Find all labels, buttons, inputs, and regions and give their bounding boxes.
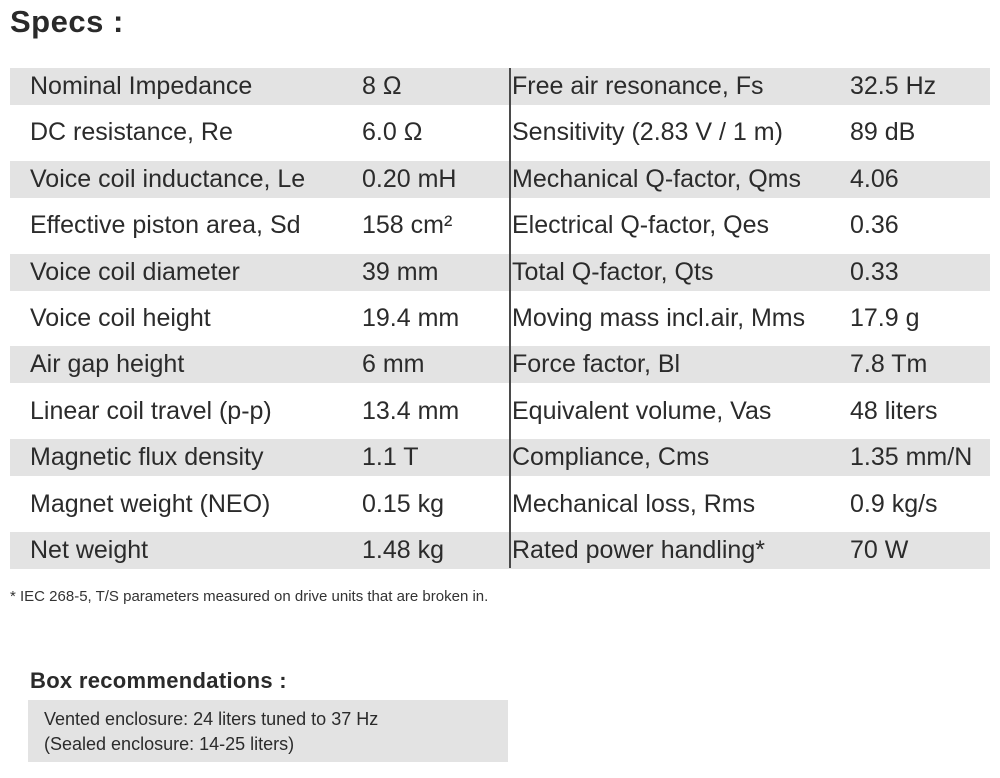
- spec-left-value: 158 cm²: [362, 211, 453, 239]
- spec-right-value: 0.36: [850, 211, 899, 239]
- spec-row: [10, 254, 990, 291]
- spec-left-label: Nominal Impedance: [30, 72, 253, 100]
- spec-right-value: 4.06: [850, 165, 899, 193]
- spec-right-value: 48 liters: [850, 397, 938, 425]
- spec-row: [10, 207, 990, 244]
- spec-right-label: Mechanical loss, Rms: [512, 490, 756, 518]
- spec-left-label: Net weight: [30, 536, 149, 564]
- spec-left-label: Effective piston area, Sd: [30, 211, 301, 239]
- footnote: * IEC 268-5, T/S parameters measured on drive units that are broken in.: [10, 588, 489, 605]
- spec-right-label: Total Q-factor, Qts: [512, 258, 714, 286]
- spec-right-value: 89 dB: [850, 118, 916, 146]
- spec-left-value: 19.4 mm: [362, 304, 460, 332]
- spec-left-value: 1.48 kg: [362, 536, 445, 564]
- spec-left-value: 6.0 Ω: [362, 118, 423, 146]
- spec-row: [10, 346, 990, 383]
- spec-left-label: Voice coil inductance, Le: [30, 165, 306, 193]
- spec-right-value: 17.9 g: [850, 304, 920, 332]
- spec-row: [10, 439, 990, 476]
- spec-right-label: Rated power handling*: [512, 536, 765, 564]
- spec-right-value: 0.9 kg/s: [850, 490, 938, 518]
- spec-right-label: Equivalent volume, Vas: [512, 397, 772, 425]
- spec-right-label: Sensitivity (2.83 V / 1 m): [512, 118, 783, 146]
- spec-left-value: 8 Ω: [362, 72, 402, 100]
- spec-right-value: 7.8 Tm: [850, 350, 928, 378]
- spec-right-label: Mechanical Q-factor, Qms: [512, 165, 801, 193]
- box-recommendation-sealed: (Sealed enclosure: 14-25 liters): [44, 734, 295, 754]
- box-recommendation-vented: Vented enclosure: 24 liters tuned to 37 Hz: [44, 709, 379, 729]
- spec-right-value: 32.5 Hz: [850, 72, 937, 100]
- column-divider: [509, 68, 511, 568]
- box-recommendations-title: Box recommendations :: [30, 668, 287, 693]
- specs-table: [10, 68, 990, 568]
- spec-right-value: 70 W: [850, 536, 909, 564]
- spec-right-value: 1.35 mm/N: [850, 443, 973, 471]
- spec-row: [10, 161, 990, 198]
- page-title: Specs :: [10, 4, 124, 39]
- spec-left-value: 0.20 mH: [362, 165, 457, 193]
- spec-left-label: Voice coil height: [30, 304, 211, 332]
- spec-left-label: Linear coil travel (p-p): [30, 397, 272, 425]
- spec-row: [10, 486, 990, 523]
- spec-left-value: 1.1 T: [362, 443, 419, 471]
- spec-right-value: 0.33: [850, 258, 899, 286]
- spec-right-label: Force factor, Bl: [512, 350, 681, 378]
- spec-right-label: Electrical Q-factor, Qes: [512, 211, 770, 239]
- spec-left-value: 0.15 kg: [362, 490, 445, 518]
- spec-left-label: DC resistance, Re: [30, 118, 233, 146]
- spec-row: [10, 532, 990, 569]
- spec-left-value: 6 mm: [362, 350, 425, 378]
- spec-right-label: Free air resonance, Fs: [512, 72, 764, 100]
- spec-row: [10, 300, 990, 337]
- spec-left-value: 13.4 mm: [362, 397, 460, 425]
- spec-left-label: Air gap height: [30, 350, 185, 378]
- spec-row: [10, 114, 990, 151]
- spec-left-label: Magnet weight (NEO): [30, 490, 271, 518]
- spec-right-label: Moving mass incl.air, Mms: [512, 304, 806, 332]
- spec-row: [10, 68, 990, 105]
- box-recommendations-panel: [28, 700, 508, 762]
- spec-left-value: 39 mm: [362, 258, 439, 286]
- spec-right-label: Compliance, Cms: [512, 443, 710, 471]
- spec-left-label: Voice coil diameter: [30, 258, 240, 286]
- spec-row: [10, 393, 990, 430]
- spec-left-label: Magnetic flux density: [30, 443, 264, 471]
